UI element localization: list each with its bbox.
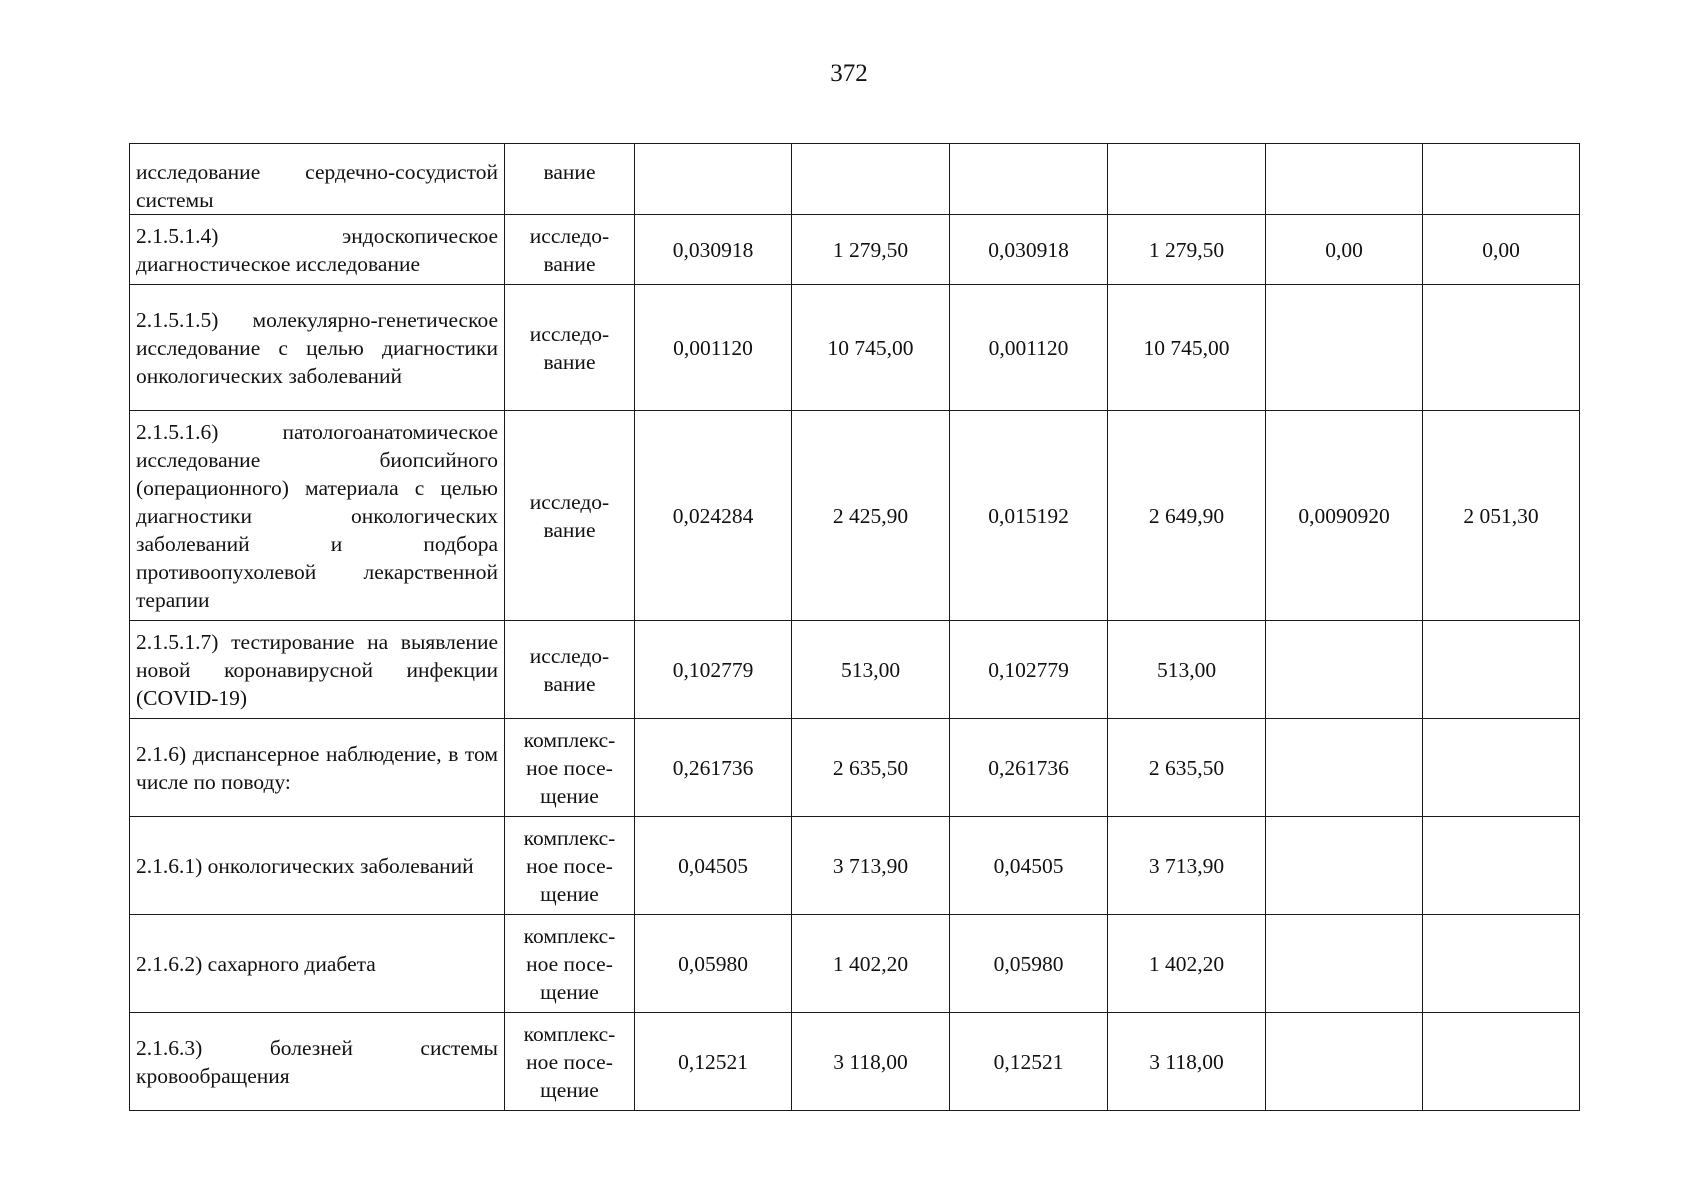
value-cell bbox=[792, 144, 950, 215]
value-cell: 513,00 bbox=[792, 621, 950, 719]
unit-line: комплекс- bbox=[523, 825, 616, 850]
row-description: 2.1.5.1.4) эндоскопическое диагностическое исследование bbox=[130, 215, 505, 285]
unit-line: щение bbox=[540, 1077, 599, 1102]
unit-line: щение bbox=[540, 979, 599, 1004]
row-description: исследование сердечно-сосудистой системы bbox=[130, 144, 505, 215]
row-description: 2.1.5.1.6) патологоанатомическое исследование биопсийного (операционного) материала с целью диагностики онкологических заболеваний и подбора противоопухолевой лекарственной терапии bbox=[130, 411, 505, 621]
value-cell: 0,00 bbox=[1423, 215, 1580, 285]
unit-line: вание bbox=[543, 251, 596, 276]
value-cell: 1 402,20 bbox=[792, 915, 950, 1013]
value-cell: 3 713,90 bbox=[792, 817, 950, 915]
value-cell bbox=[1266, 621, 1423, 719]
table-row bbox=[130, 285, 1580, 411]
value-cell: 0,015192 bbox=[950, 411, 1108, 621]
row-description: 2.1.5.1.7) тестирование на выявление новой коронавирусной инфекции (COVID-19) bbox=[130, 621, 505, 719]
value-cell: 10 745,00 bbox=[792, 285, 950, 411]
unit-line: комплекс- bbox=[523, 1021, 616, 1046]
value-cell: 0,12521 bbox=[635, 1013, 792, 1111]
row-unit bbox=[505, 215, 635, 285]
value-cell: 0,04505 bbox=[635, 817, 792, 915]
table-row bbox=[130, 411, 1580, 621]
row-unit bbox=[505, 1013, 635, 1111]
unit-line: вание bbox=[543, 160, 596, 184]
table-row bbox=[130, 215, 1580, 285]
value-cell: 0,001120 bbox=[950, 285, 1108, 411]
unit-line: комплекс- bbox=[523, 923, 616, 948]
table-row bbox=[130, 144, 1580, 215]
value-cell: 3 713,90 bbox=[1108, 817, 1266, 915]
unit-line: ное посе- bbox=[526, 853, 613, 878]
row-description: 2.1.6.1) онкологических заболеваний bbox=[130, 817, 505, 915]
value-cell: 0,102779 bbox=[635, 621, 792, 719]
unit-line: комплекс- bbox=[523, 727, 616, 752]
value-cell bbox=[950, 144, 1108, 215]
row-description: 2.1.6.3) болезней системы кровообращения bbox=[130, 1013, 505, 1111]
table-row bbox=[130, 1013, 1580, 1111]
unit-line: щение bbox=[540, 783, 599, 808]
value-cell: 0,05980 bbox=[635, 915, 792, 1013]
table-row bbox=[130, 915, 1580, 1013]
unit-line: исследо- bbox=[529, 321, 610, 346]
row-description: 2.1.6.2) сахарного диабета bbox=[130, 915, 505, 1013]
value-cell: 0,12521 bbox=[950, 1013, 1108, 1111]
value-cell bbox=[1423, 817, 1580, 915]
value-cell bbox=[1266, 817, 1423, 915]
row-unit bbox=[505, 817, 635, 915]
value-cell: 0,00 bbox=[1266, 215, 1423, 285]
unit-line: вание bbox=[543, 517, 596, 542]
row-unit bbox=[505, 719, 635, 817]
value-cell: 3 118,00 bbox=[1108, 1013, 1266, 1111]
row-description: 2.1.6) диспансерное наблюдение, в том числе по поводу: bbox=[130, 719, 505, 817]
unit-line: ное посе- bbox=[526, 951, 613, 976]
value-cell: 2 425,90 bbox=[792, 411, 950, 621]
value-cell: 1 279,50 bbox=[1108, 215, 1266, 285]
value-cell bbox=[1266, 1013, 1423, 1111]
value-cell: 0,0090920 bbox=[1266, 411, 1423, 621]
table-row bbox=[130, 817, 1580, 915]
value-cell: 2 649,90 bbox=[1108, 411, 1266, 621]
value-cell: 1 279,50 bbox=[792, 215, 950, 285]
unit-line: щение bbox=[540, 881, 599, 906]
value-cell bbox=[1266, 144, 1423, 215]
value-cell bbox=[1423, 719, 1580, 817]
value-cell: 0,030918 bbox=[950, 215, 1108, 285]
value-cell: 2 051,30 bbox=[1423, 411, 1580, 621]
row-unit bbox=[505, 411, 635, 621]
value-cell: 0,261736 bbox=[950, 719, 1108, 817]
unit-line: исследо- bbox=[529, 643, 610, 668]
value-cell bbox=[635, 144, 792, 215]
unit-line: исследо- bbox=[529, 223, 610, 248]
value-cell: 0,04505 bbox=[950, 817, 1108, 915]
value-cell bbox=[1423, 621, 1580, 719]
value-cell: 3 118,00 bbox=[792, 1013, 950, 1111]
page-number: 372 bbox=[830, 60, 868, 87]
unit-line: вание bbox=[543, 671, 596, 696]
value-cell bbox=[1423, 1013, 1580, 1111]
row-unit bbox=[505, 915, 635, 1013]
value-cell: 513,00 bbox=[1108, 621, 1266, 719]
value-cell bbox=[1108, 144, 1266, 215]
unit-line: исследо- bbox=[529, 489, 610, 514]
value-cell bbox=[1423, 915, 1580, 1013]
value-cell bbox=[1423, 285, 1580, 411]
data-table bbox=[129, 143, 1580, 1111]
value-cell: 0,05980 bbox=[950, 915, 1108, 1013]
value-cell: 0,261736 bbox=[635, 719, 792, 817]
row-unit bbox=[505, 285, 635, 411]
value-cell: 0,030918 bbox=[635, 215, 792, 285]
row-unit bbox=[505, 621, 635, 719]
value-cell bbox=[1423, 144, 1580, 215]
value-cell: 0,024284 bbox=[635, 411, 792, 621]
value-cell: 2 635,50 bbox=[792, 719, 950, 817]
unit-line: ное посе- bbox=[526, 755, 613, 780]
value-cell: 10 745,00 bbox=[1108, 285, 1266, 411]
table-row bbox=[130, 719, 1580, 817]
table-row bbox=[130, 621, 1580, 719]
value-cell bbox=[1266, 915, 1423, 1013]
value-cell: 2 635,50 bbox=[1108, 719, 1266, 817]
value-cell: 0,102779 bbox=[950, 621, 1108, 719]
value-cell: 1 402,20 bbox=[1108, 915, 1266, 1013]
value-cell bbox=[1266, 719, 1423, 817]
row-unit bbox=[505, 144, 635, 215]
value-cell bbox=[1266, 285, 1423, 411]
unit-line: вание bbox=[543, 349, 596, 374]
value-cell: 0,001120 bbox=[635, 285, 792, 411]
unit-line: ное посе- bbox=[526, 1049, 613, 1074]
row-description: 2.1.5.1.5) молекулярно-генетическое исследование с целью диагностики онкологических заболеваний bbox=[130, 285, 505, 411]
